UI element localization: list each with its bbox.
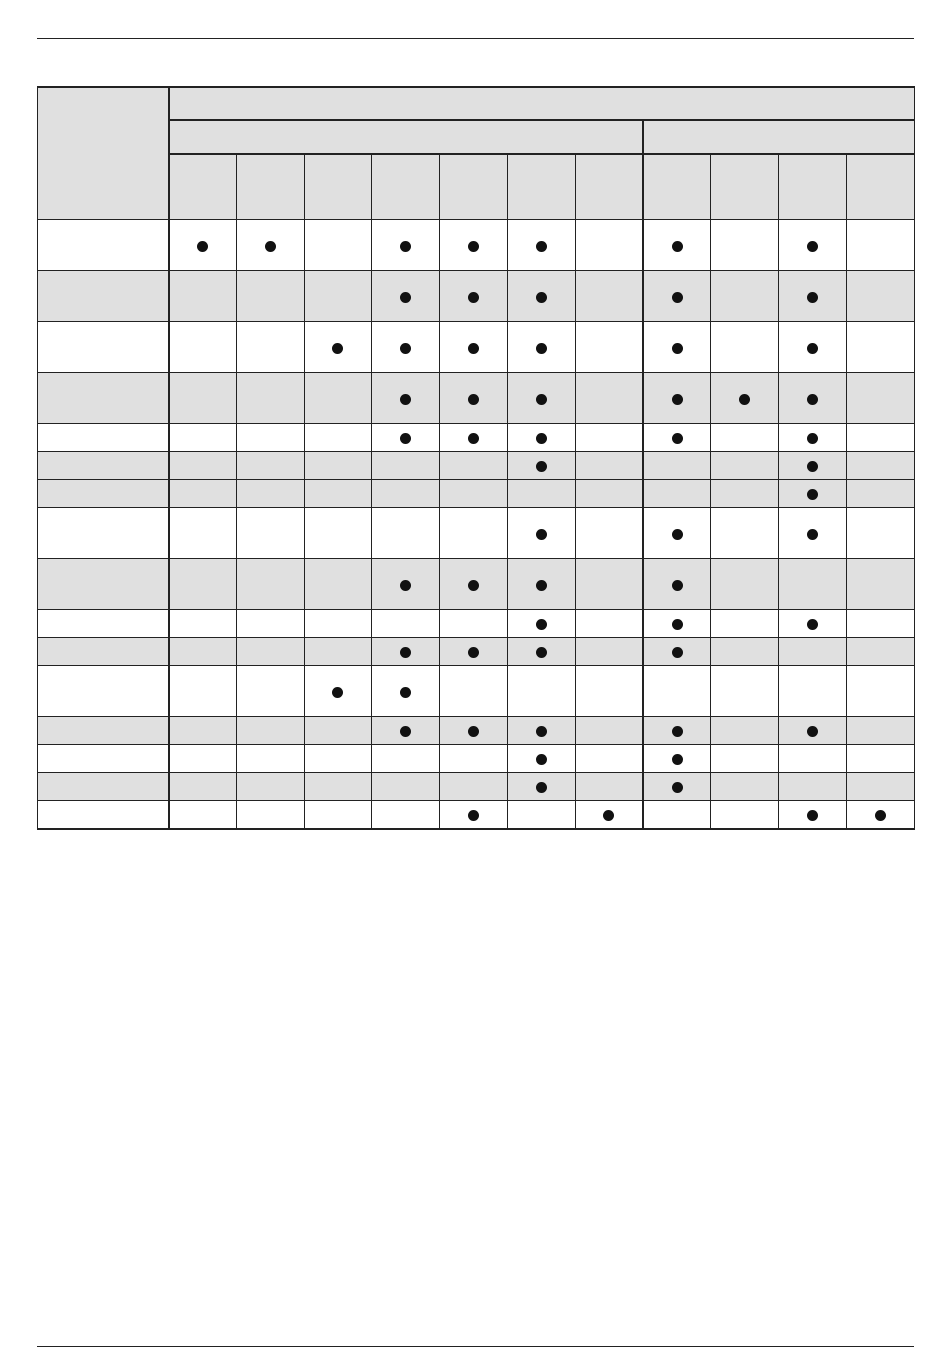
matrix-cell	[643, 610, 711, 638]
matrix-cell	[711, 424, 779, 452]
sub-column-header	[169, 154, 237, 220]
sub-column-header	[236, 154, 304, 220]
filled-dot-icon	[400, 292, 411, 303]
matrix-cell	[304, 271, 372, 322]
matrix-cell	[507, 322, 575, 373]
sub-column-header	[643, 154, 711, 220]
matrix-cell	[846, 373, 914, 424]
filled-dot-icon	[672, 433, 683, 444]
matrix-cell	[169, 452, 237, 480]
matrix-cell	[236, 220, 304, 271]
matrix-cell	[643, 220, 711, 271]
matrix-cell	[846, 745, 914, 773]
table-row	[38, 610, 915, 638]
matrix-cell	[711, 373, 779, 424]
matrix-cell	[304, 480, 372, 508]
matrix-cell	[372, 424, 440, 452]
sub-column-header	[507, 154, 575, 220]
matrix-cell	[440, 480, 508, 508]
matrix-cell	[779, 271, 847, 322]
filled-dot-icon	[672, 343, 683, 354]
matrix-cell	[372, 373, 440, 424]
filled-dot-icon	[468, 292, 479, 303]
matrix-cell	[779, 745, 847, 773]
matrix-cell	[236, 322, 304, 373]
matrix-cell	[372, 717, 440, 745]
table-header	[38, 87, 915, 220]
filled-dot-icon	[672, 394, 683, 405]
row-label	[38, 220, 169, 271]
filled-dot-icon	[468, 580, 479, 591]
matrix-cell	[643, 773, 711, 801]
filled-dot-icon	[807, 433, 818, 444]
matrix-cell	[169, 773, 237, 801]
matrix-cell	[372, 745, 440, 773]
matrix-cell	[372, 610, 440, 638]
filled-dot-icon	[536, 580, 547, 591]
matrix-cell	[236, 745, 304, 773]
table-row	[38, 559, 915, 610]
matrix-cell	[507, 610, 575, 638]
matrix-cell	[236, 801, 304, 829]
table-row	[38, 424, 915, 452]
matrix-cell	[846, 666, 914, 717]
matrix-cell	[643, 271, 711, 322]
matrix-cell	[711, 801, 779, 829]
matrix-cell	[846, 638, 914, 666]
matrix-cell	[169, 322, 237, 373]
matrix-cell	[643, 373, 711, 424]
matrix-cell	[440, 424, 508, 452]
filled-dot-icon	[536, 754, 547, 765]
filled-dot-icon	[332, 343, 343, 354]
matrix-cell	[236, 424, 304, 452]
matrix-cell	[575, 373, 643, 424]
filled-dot-icon	[807, 489, 818, 500]
row-label	[38, 508, 169, 559]
filled-dot-icon	[603, 810, 614, 821]
matrix-cell	[643, 638, 711, 666]
matrix-cell	[846, 559, 914, 610]
matrix-cell	[575, 801, 643, 829]
matrix-cell	[236, 452, 304, 480]
matrix-cell	[236, 717, 304, 745]
matrix-cell	[304, 717, 372, 745]
table-row	[38, 452, 915, 480]
filled-dot-icon	[468, 394, 479, 405]
sub-column-header	[711, 154, 779, 220]
table-row	[38, 801, 915, 829]
sub-column-header	[304, 154, 372, 220]
row-label	[38, 480, 169, 508]
matrix-cell	[372, 452, 440, 480]
filled-dot-icon	[672, 580, 683, 591]
matrix-cell	[575, 559, 643, 610]
matrix-cell	[372, 559, 440, 610]
matrix-cell	[304, 424, 372, 452]
matrix-cell	[711, 220, 779, 271]
matrix-cell	[169, 373, 237, 424]
filled-dot-icon	[807, 810, 818, 821]
row-label	[38, 638, 169, 666]
filled-dot-icon	[672, 754, 683, 765]
matrix-cell	[440, 610, 508, 638]
matrix-cell	[846, 610, 914, 638]
row-label	[38, 452, 169, 480]
row-label	[38, 717, 169, 745]
header-group-2	[643, 120, 914, 154]
filled-dot-icon	[400, 394, 411, 405]
filled-dot-icon	[739, 394, 750, 405]
matrix-cell	[711, 508, 779, 559]
filled-dot-icon	[468, 241, 479, 252]
matrix-cell	[169, 638, 237, 666]
matrix-cell	[169, 424, 237, 452]
matrix-cell	[846, 508, 914, 559]
matrix-cell	[372, 322, 440, 373]
matrix-cell	[711, 717, 779, 745]
matrix-cell	[304, 801, 372, 829]
matrix-cell	[711, 773, 779, 801]
row-label	[38, 801, 169, 829]
table-row	[38, 220, 915, 271]
filled-dot-icon	[400, 580, 411, 591]
matrix-cell	[372, 801, 440, 829]
filled-dot-icon	[468, 647, 479, 658]
matrix-cell	[575, 508, 643, 559]
filled-dot-icon	[400, 726, 411, 737]
matrix-cell	[711, 322, 779, 373]
matrix-cell	[169, 745, 237, 773]
matrix-cell	[507, 559, 575, 610]
matrix-cell	[846, 424, 914, 452]
matrix-cell	[711, 666, 779, 717]
row-label	[38, 271, 169, 322]
matrix-cell	[575, 424, 643, 452]
matrix-cell	[372, 773, 440, 801]
matrix-cell	[846, 322, 914, 373]
matrix-cell	[169, 801, 237, 829]
row-label	[38, 322, 169, 373]
matrix-cell	[236, 559, 304, 610]
filled-dot-icon	[672, 529, 683, 540]
matrix-cell	[575, 220, 643, 271]
matrix-cell	[779, 773, 847, 801]
matrix-cell	[507, 480, 575, 508]
filled-dot-icon	[536, 343, 547, 354]
matrix-cell	[643, 508, 711, 559]
matrix-cell	[779, 452, 847, 480]
filled-dot-icon	[536, 726, 547, 737]
table-row	[38, 717, 915, 745]
header-corner-cell	[38, 87, 169, 220]
filled-dot-icon	[536, 433, 547, 444]
matrix-cell	[304, 745, 372, 773]
matrix-cell	[169, 717, 237, 745]
matrix-cell	[711, 745, 779, 773]
matrix-cell	[236, 638, 304, 666]
matrix-cell	[440, 452, 508, 480]
matrix-cell	[440, 666, 508, 717]
matrix-cell	[846, 480, 914, 508]
filled-dot-icon	[265, 241, 276, 252]
matrix-cell	[440, 559, 508, 610]
matrix-cell	[779, 559, 847, 610]
filled-dot-icon	[332, 687, 343, 698]
matrix-cell	[169, 480, 237, 508]
filled-dot-icon	[536, 461, 547, 472]
matrix-cell	[507, 271, 575, 322]
sub-column-header	[440, 154, 508, 220]
matrix-cell	[846, 452, 914, 480]
matrix-cell	[643, 717, 711, 745]
filled-dot-icon	[400, 433, 411, 444]
filled-dot-icon	[672, 619, 683, 630]
filled-dot-icon	[536, 782, 547, 793]
filled-dot-icon	[468, 343, 479, 354]
matrix-cell	[304, 638, 372, 666]
filled-dot-icon	[536, 647, 547, 658]
filled-dot-icon	[875, 810, 886, 821]
sub-column-header	[779, 154, 847, 220]
matrix-cell	[779, 424, 847, 452]
matrix-cell	[779, 322, 847, 373]
row-label	[38, 610, 169, 638]
matrix-cell	[846, 271, 914, 322]
row-label	[38, 424, 169, 452]
matrix-cell	[507, 452, 575, 480]
matrix-cell	[507, 666, 575, 717]
matrix-cell	[236, 773, 304, 801]
matrix-cell	[236, 271, 304, 322]
matrix-cell	[169, 220, 237, 271]
matrix-cell	[779, 666, 847, 717]
matrix-cell	[440, 322, 508, 373]
filled-dot-icon	[672, 782, 683, 793]
sub-column-header	[846, 154, 914, 220]
filled-dot-icon	[400, 343, 411, 354]
matrix-cell	[440, 638, 508, 666]
filled-dot-icon	[807, 241, 818, 252]
table-row	[38, 745, 915, 773]
table-row	[38, 322, 915, 373]
matrix-cell	[575, 666, 643, 717]
sub-column-header	[575, 154, 643, 220]
filled-dot-icon	[672, 292, 683, 303]
matrix-cell	[779, 801, 847, 829]
table-body	[38, 220, 915, 829]
matrix-cell	[304, 220, 372, 271]
table-row	[38, 271, 915, 322]
matrix-cell	[507, 220, 575, 271]
table-row	[38, 666, 915, 717]
matrix-cell	[236, 610, 304, 638]
filled-dot-icon	[400, 647, 411, 658]
matrix-cell	[236, 480, 304, 508]
matrix-cell	[304, 666, 372, 717]
matrix-cell	[507, 773, 575, 801]
matrix-cell	[575, 717, 643, 745]
filled-dot-icon	[807, 619, 818, 630]
matrix-cell	[372, 480, 440, 508]
matrix-cell	[575, 452, 643, 480]
matrix-cell	[779, 717, 847, 745]
filled-dot-icon	[197, 241, 208, 252]
matrix-cell	[846, 801, 914, 829]
matrix-cell	[440, 773, 508, 801]
filled-dot-icon	[807, 726, 818, 737]
filled-dot-icon	[672, 241, 683, 252]
matrix-cell	[779, 220, 847, 271]
matrix-cell	[507, 745, 575, 773]
matrix-cell	[304, 373, 372, 424]
filled-dot-icon	[807, 343, 818, 354]
matrix-cell	[779, 638, 847, 666]
row-label	[38, 373, 169, 424]
matrix-cell	[304, 610, 372, 638]
sub-column-header	[372, 154, 440, 220]
matrix-cell	[372, 508, 440, 559]
row-label	[38, 559, 169, 610]
matrix-cell	[372, 638, 440, 666]
matrix-cell	[236, 373, 304, 424]
matrix-cell	[507, 717, 575, 745]
filled-dot-icon	[468, 726, 479, 737]
matrix-cell	[575, 480, 643, 508]
filled-dot-icon	[807, 529, 818, 540]
filled-dot-icon	[536, 292, 547, 303]
matrix-cell	[304, 322, 372, 373]
matrix-cell	[643, 424, 711, 452]
matrix-cell	[711, 480, 779, 508]
matrix-cell	[440, 508, 508, 559]
filled-dot-icon	[468, 810, 479, 821]
matrix-cell	[711, 452, 779, 480]
matrix-cell	[236, 666, 304, 717]
matrix-cell	[575, 745, 643, 773]
matrix-cell	[304, 452, 372, 480]
matrix-cell	[575, 638, 643, 666]
matrix-cell	[507, 424, 575, 452]
filled-dot-icon	[536, 529, 547, 540]
matrix-cell	[372, 271, 440, 322]
row-label	[38, 666, 169, 717]
table-row	[38, 373, 915, 424]
matrix-cell	[779, 508, 847, 559]
top-rule	[37, 38, 914, 39]
matrix-cell	[304, 508, 372, 559]
matrix-cell	[779, 373, 847, 424]
filled-dot-icon	[807, 394, 818, 405]
matrix-cell	[575, 271, 643, 322]
matrix-cell	[643, 666, 711, 717]
matrix-cell	[372, 220, 440, 271]
table-row	[38, 638, 915, 666]
matrix-cell	[440, 271, 508, 322]
matrix-cell	[440, 745, 508, 773]
matrix-cell	[507, 508, 575, 559]
matrix-cell	[372, 666, 440, 717]
matrix-cell	[846, 717, 914, 745]
compatibility-matrix-table	[37, 86, 915, 830]
matrix-cell	[440, 717, 508, 745]
matrix-cell	[304, 559, 372, 610]
matrix-cell	[779, 610, 847, 638]
matrix-cell	[575, 322, 643, 373]
filled-dot-icon	[400, 687, 411, 698]
header-group-1	[169, 120, 644, 154]
filled-dot-icon	[807, 461, 818, 472]
bottom-rule	[37, 1346, 914, 1347]
filled-dot-icon	[672, 726, 683, 737]
filled-dot-icon	[468, 433, 479, 444]
matrix-cell	[169, 610, 237, 638]
matrix-cell	[169, 271, 237, 322]
matrix-cell	[711, 610, 779, 638]
matrix-cell	[440, 220, 508, 271]
matrix-cell	[440, 373, 508, 424]
matrix-cell	[236, 508, 304, 559]
matrix-cell	[169, 508, 237, 559]
filled-dot-icon	[536, 394, 547, 405]
matrix-cell	[643, 559, 711, 610]
row-label	[38, 773, 169, 801]
matrix-cell	[643, 801, 711, 829]
matrix-cell	[643, 452, 711, 480]
matrix-cell	[779, 480, 847, 508]
matrix-cell	[846, 220, 914, 271]
matrix-cell	[643, 745, 711, 773]
matrix-cell	[643, 322, 711, 373]
header-top-title	[169, 87, 915, 120]
matrix-cell	[440, 801, 508, 829]
filled-dot-icon	[807, 292, 818, 303]
matrix-cell	[711, 559, 779, 610]
filled-dot-icon	[536, 241, 547, 252]
table-row	[38, 480, 915, 508]
matrix-cell	[711, 638, 779, 666]
matrix-cell	[643, 480, 711, 508]
table-row	[38, 773, 915, 801]
table-row	[38, 508, 915, 559]
row-label	[38, 745, 169, 773]
matrix-cell	[575, 773, 643, 801]
matrix-cell	[304, 773, 372, 801]
matrix-cell	[507, 638, 575, 666]
matrix-cell	[507, 373, 575, 424]
matrix-cell	[575, 610, 643, 638]
matrix-cell	[169, 666, 237, 717]
filled-dot-icon	[536, 619, 547, 630]
filled-dot-icon	[400, 241, 411, 252]
matrix-cell	[846, 773, 914, 801]
matrix-cell	[507, 801, 575, 829]
matrix-cell	[711, 271, 779, 322]
matrix-cell	[169, 559, 237, 610]
filled-dot-icon	[672, 647, 683, 658]
